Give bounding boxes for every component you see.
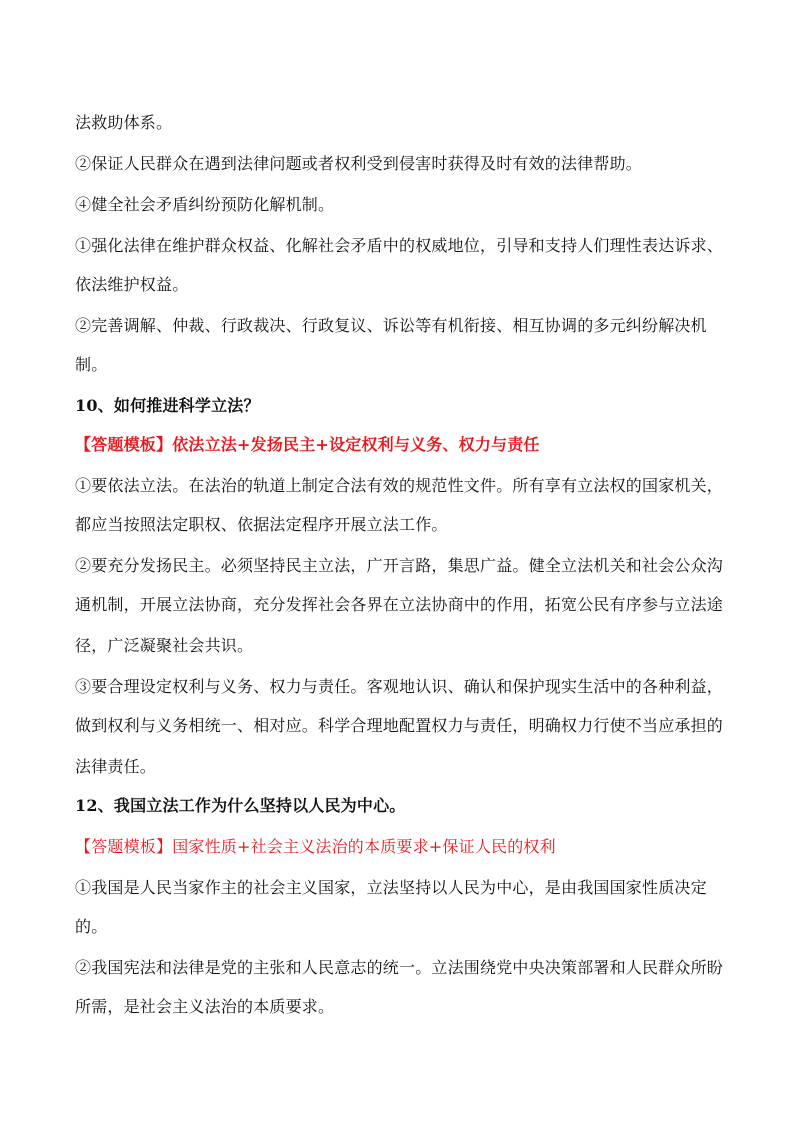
text-line: 依法维护权益。 — [75, 275, 189, 294]
text-line: ④健全社会矛盾纠纷预防化解机制。 — [75, 195, 335, 214]
text-line: 法救助体系。 — [75, 113, 173, 132]
text-line: 径，广泛凝聚社会共识。 — [75, 636, 254, 655]
text-line: 法律责任。 — [75, 757, 157, 776]
text-line: ②完善调解、仲裁、行政裁决、行政复议、诉讼等有机衔接、相互协调的多元纠纷解决机 — [75, 316, 707, 335]
question-12-heading: 12、我国立法工作为什么坚持以人民为中心。 — [75, 796, 406, 815]
text-line: ②要充分发扬民主。必须坚持民主立法，广开言路，集思广益。健全立法机关和社会公众沟 — [75, 556, 724, 575]
text-line: 通机制，开展立法协商，充分发挥社会各界在立法协商中的作用，拓宽公民有序参与立法途 — [75, 595, 724, 614]
text-line: ①要依法立法。在法治的轨道上制定合法有效的规范性文件。所有享有立法权的国家机关， — [75, 476, 724, 495]
text-line: ③要合理设定权利与义务、权力与责任。客观地认识、确认和保护现实生活中的各种利益， — [75, 677, 724, 696]
question-10-heading: 10、如何推进科学立法？ — [75, 396, 260, 415]
text-line: 都应当按照法定职权、依据法定程序开展立法工作。 — [75, 515, 448, 534]
text-line: 所需，是社会主义法治的本质要求。 — [75, 997, 335, 1016]
text-line: 制。 — [75, 355, 108, 374]
question-10-answer-template: 【答题模板】依法立法+发扬民主+设定权利与义务、权力与责任 — [75, 435, 540, 454]
text-line: ②保证人民群众在遇到法律问题或者权利受到侵害时获得及时有效的法律帮助。 — [75, 154, 643, 173]
question-12-answer-template: 【答题模板】国家性质+社会主义法治的本质要求+保证人民的权利 — [75, 837, 556, 856]
text-line: 做到权利与义务相统一、相对应。科学合理地配置权力与责任，明确权力行使不当应承担的 — [75, 716, 724, 735]
text-line: 的。 — [75, 917, 108, 936]
text-line: ①强化法律在维护群众权益、化解社会矛盾中的权威地位，引导和支持人们理性表达诉求、 — [75, 236, 724, 255]
text-line: ①我国是人民当家作主的社会主义国家，立法坚持以人民为中心，是由我国国家性质决定 — [75, 878, 707, 897]
text-line: ②我国宪法和法律是党的主张和人民意志的统一。立法围绕党中央决策部署和人民群众所盼 — [75, 958, 724, 977]
